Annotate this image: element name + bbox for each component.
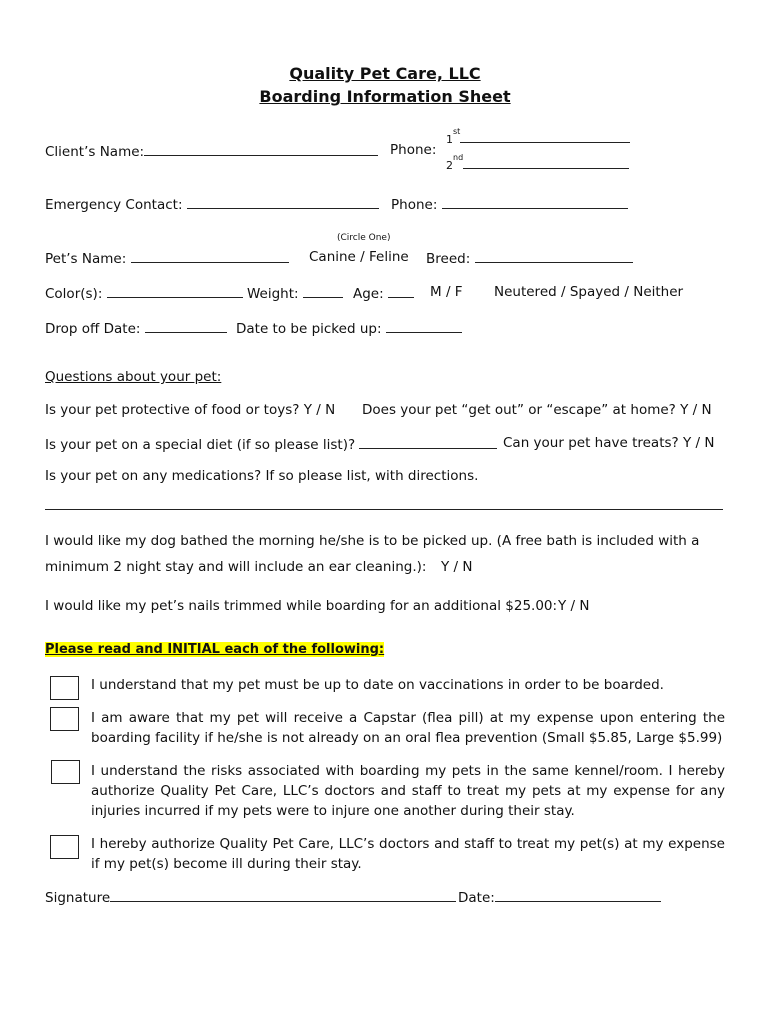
initials-heading-text: Please read and INITIAL each of the following: xyxy=(45,642,385,657)
weight-row xyxy=(247,284,343,302)
initial-box-capstar[interactable] xyxy=(50,707,79,731)
client-name-field[interactable] xyxy=(144,142,378,156)
pickup-row xyxy=(236,319,462,337)
question-treats: Can your pet have treats? Y / N xyxy=(503,435,715,451)
circle-one-note: (Circle One) xyxy=(337,233,391,243)
questions-heading: Questions about your pet: xyxy=(45,369,222,385)
question-medications: Is your pet on any medications? If so please list, with directions. xyxy=(45,468,479,484)
nails-request: I would like my pet’s nails trimmed while boarding for an additional $25.00: xyxy=(45,598,558,614)
pickup-label: Date to be picked up: xyxy=(236,321,382,337)
question-escape: Does your pet “get out” or “escape” at home? Y / N xyxy=(362,402,712,418)
question-diet: Is your pet on a special diet (if so please list)? xyxy=(45,437,356,453)
phone-2-field[interactable] xyxy=(463,155,629,169)
emergency-phone-field[interactable] xyxy=(442,195,628,209)
sex-options[interactable]: M / F xyxy=(430,284,463,300)
emergency-phone-label: Phone: xyxy=(391,197,438,213)
initials-heading xyxy=(45,638,384,657)
client-name-label: Client’s Name: xyxy=(45,144,145,160)
signature-field[interactable] xyxy=(110,888,456,902)
initial-item-illness: I hereby authorize Quality Pet Care, LLC’s doctors and staff to treat my pet(s) at my expense if my pet(s) become ill during their stay. xyxy=(91,836,725,872)
signature-row xyxy=(45,888,456,906)
breed-row xyxy=(426,249,633,267)
question-diet-row xyxy=(45,435,497,453)
date-label: Date: xyxy=(458,890,495,906)
neuter-options[interactable]: Neutered / Spayed / Neither xyxy=(494,284,684,300)
dropoff-row xyxy=(45,319,227,337)
age-field[interactable] xyxy=(388,284,414,298)
weight-label: Weight: xyxy=(247,286,299,302)
date-field[interactable] xyxy=(495,888,661,902)
bath-request-line1: I would like my dog bathed the morning he/she is to be picked up. (A free bath is included with a xyxy=(45,533,700,549)
pet-name-label: Pet’s Name: xyxy=(45,251,127,267)
emergency-field[interactable] xyxy=(187,195,379,209)
initial-item-shared-kennel: I understand the risks associated with boarding my pets in the same kennel/room. I hereby authorize Quality Pet Care, LLC’s doctors and staff to treat my pets at my expense for any injuries incurred if my pets were to injure one another during their stay. xyxy=(91,763,725,819)
bath-yn[interactable]: Y / N xyxy=(441,559,473,575)
phone-2-row xyxy=(446,155,629,172)
emergency-label: Emergency Contact: xyxy=(45,197,183,213)
breed-label: Breed: xyxy=(426,251,471,267)
weight-field[interactable] xyxy=(303,284,343,298)
phone-1-field[interactable] xyxy=(460,129,630,143)
initial-box-illness[interactable] xyxy=(50,835,79,859)
initial-item-vaccinations: I understand that my pet must be up to date on vaccinations in order to be boarded. xyxy=(91,677,664,693)
pickup-field[interactable] xyxy=(386,319,462,333)
pet-name-row xyxy=(45,249,289,267)
age-label: Age: xyxy=(353,286,384,302)
sheet-title: Boarding Information Sheet xyxy=(259,87,511,106)
dropoff-field[interactable] xyxy=(145,319,227,333)
date-row xyxy=(458,888,661,906)
phone-1-prefix: 1 xyxy=(446,133,453,146)
initial-item-capstar: I am aware that my pet will receive a Capstar (flea pill) at my expense upon entering the boarding facility if he/she is not already on an oral flea prevention (Small $5.85, Large $5.99) xyxy=(91,710,725,746)
bath-request-line2: minimum 2 night stay and will include an ear cleaning.): xyxy=(45,559,427,575)
species-options[interactable]: Canine / Feline xyxy=(309,249,409,265)
phone-1-row xyxy=(446,129,630,146)
client-name-row xyxy=(45,142,378,160)
diet-field[interactable] xyxy=(359,435,497,449)
phone-2-sup: nd xyxy=(453,153,464,163)
initial-box-shared-kennel[interactable] xyxy=(51,760,80,784)
client-phone-label: Phone: xyxy=(390,142,437,158)
phone-1-sup: st xyxy=(453,127,461,137)
color-row xyxy=(45,284,243,302)
nails-yn[interactable]: Y / N xyxy=(558,598,590,614)
signature-label: Signature xyxy=(45,890,111,906)
breed-field[interactable] xyxy=(475,249,633,263)
color-label: Color(s): xyxy=(45,286,103,302)
color-field[interactable] xyxy=(107,284,243,298)
dropoff-label: Drop off Date: xyxy=(45,321,141,337)
age-row xyxy=(353,284,414,302)
question-protective: Is your pet protective of food or toys? Y / N xyxy=(45,402,336,418)
phone-2-prefix: 2 xyxy=(446,159,453,172)
medications-field[interactable] xyxy=(45,508,723,510)
pet-name-field[interactable] xyxy=(131,249,289,263)
company-name: Quality Pet Care, LLC xyxy=(289,64,481,83)
emergency-phone-row xyxy=(391,195,628,213)
emergency-row xyxy=(45,195,379,213)
initial-box-vaccinations[interactable] xyxy=(50,676,79,700)
